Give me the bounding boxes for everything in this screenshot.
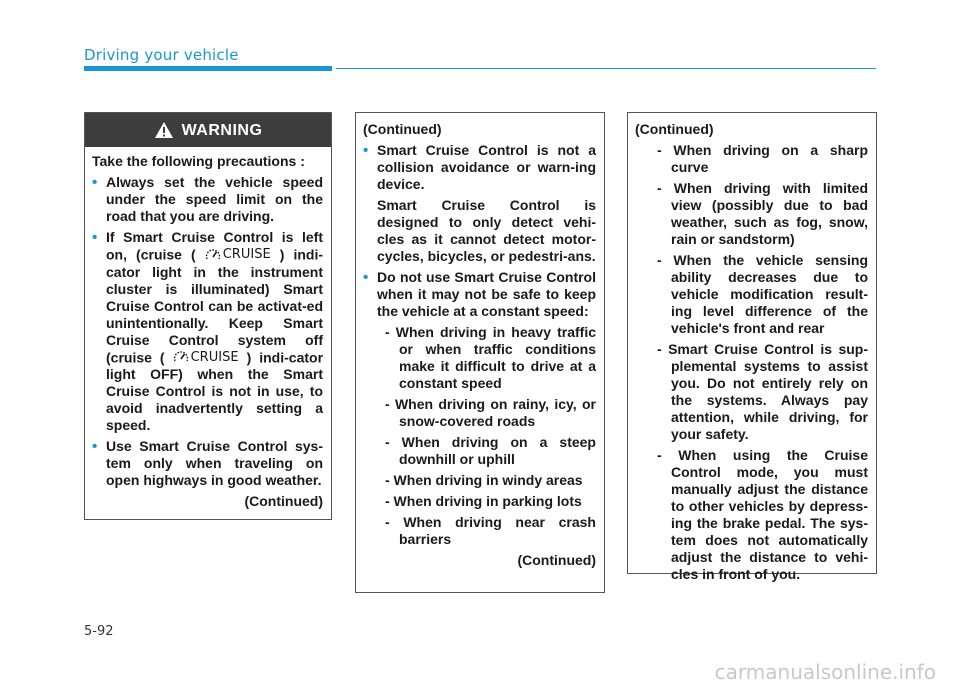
speedometer-icon [205,247,221,263]
condition-sharp-curve: - When driving on a sharp curve [657,142,868,175]
precautions-intro: Take the following precautions : [92,153,305,169]
condition-steep-hill: - When driving on a steep downhill or uphill [385,434,596,467]
continued-label: (Continued) [363,121,442,137]
section-title: Driving your vehicle [84,46,239,64]
continued-box-3 [627,112,877,582]
cruise-indicator-icon [173,349,239,366]
detection-note: Smart Cruise Control is designed to only detect vehi-cles as it cannot detect motor-cycles, bicycles, or pedestri-ans. [377,197,596,264]
condition-rainy-roads: - When driving on rainy, icy, or snow-covered roads [385,396,596,429]
condition-sensing-ability: - When the vehicle sensing ability decreases due to vehicle modification result-ing level difference of the vehicle's front and rear [657,252,868,336]
continued-box-2 [355,112,605,593]
warning-triangle-icon [154,121,174,139]
warning-header [85,113,331,147]
header-rule-thin [336,68,876,69]
warning-title: WARNING [181,121,263,139]
cruise-indicator-icon [205,246,271,263]
condition-limited-view: - When driving with limited view (possibly due to bad weather, such as fog, snow, rain or sandstorm) [657,180,868,247]
bullet-do-not-use: • Do not use Smart Cruise Control when it may not be safe to keep the vehicle at a constant speed: [363,269,596,320]
text-cruise-b: ) indi-cator light in the instrument cluster is illuminated) Smart Cruise Control can be activat-ed unintentionally. Keep Smart Cruise Control system off (cruise ( [106,246,323,365]
text-cruise-c: ) indi-cator light OFF) when the Smart Cruise Control is not in use, to avoid inadvertently setting a speed. [106,349,324,433]
condition-parking-lots: - When driving in parking lots [385,493,582,509]
bullet-cruise-left-on [92,229,323,434]
warning-box [84,112,332,520]
condition-windy: - When driving in windy areas [385,472,583,488]
bullet-speed-limit: • Always set the vehicle speed under the speed limit on the road that you are driving. [92,174,323,225]
bullet-highways: • Use Smart Cruise Control sys-tem only when traveling on open highways in good weather. [92,438,323,489]
watermark: carmanualsonline.info [714,660,936,684]
continued-label: (Continued) [244,493,323,509]
cruise-mode-note: - When using the Cruise Control mode, you must manually adjust the distance to other vehicles by depress-ing the brake pedal. The sys-tem does not automatically adjust the distance to vehi-cles in front of you. [657,447,868,582]
continued-label: (Continued) [635,121,714,137]
condition-crash-barriers: - When driving near crash barriers [385,514,596,547]
supplemental-system-note: - Smart Cruise Control is sup-plemental systems to assist you. Do not entirely rely on the systems. Always pay attention, while driving, for your safety. [657,341,868,442]
continued-label: (Continued) [517,552,596,568]
cruise-label: CRUISE [190,349,239,365]
header-rule-thick [84,66,332,71]
cruise-label: CRUISE [222,247,271,262]
speedometer-icon [173,349,189,365]
bullet-not-collision-avoidance: • Smart Cruise Control is not a collision avoidance or warn-ing device. [363,142,596,193]
text-cruise-a: If Smart Cruise Control is left on, (cruise ( [106,229,323,263]
condition-heavy-traffic: - When driving in heavy traffic or when traffic conditions make it difficult to drive at a constant speed [385,324,596,391]
page-number: 5-92 [84,624,114,639]
